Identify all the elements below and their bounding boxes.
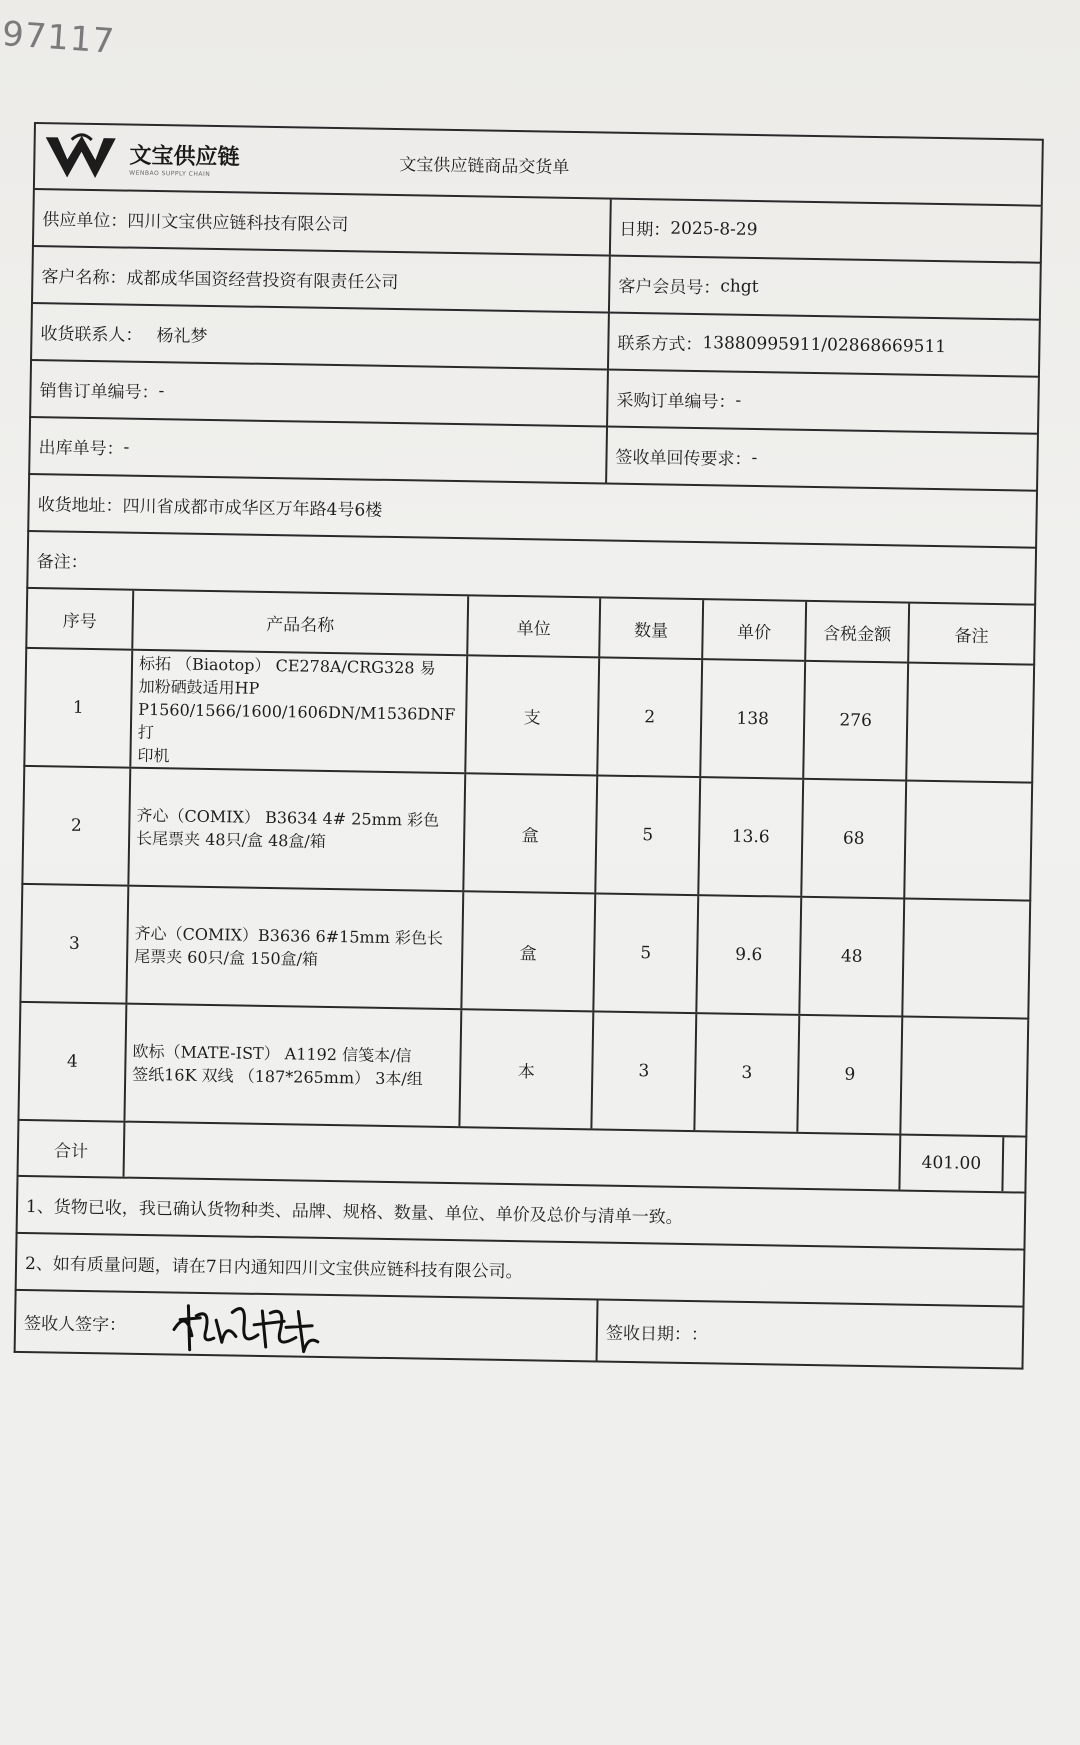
outbound-field xyxy=(30,418,606,483)
row-price: 9.6 xyxy=(695,896,800,1014)
sales-order-field xyxy=(31,361,607,426)
row-unit: 盒 xyxy=(462,774,596,892)
sales-order-value: - xyxy=(158,380,165,401)
row-price: 138 xyxy=(699,660,804,778)
note-1: 1、货物已收，我已确认货物种类、品牌、规格、数量、单位、单价及总价与清单一致。 xyxy=(25,1197,683,1228)
row-amount: 9 xyxy=(796,1016,901,1134)
column-header-qty: 数量 xyxy=(598,598,702,658)
product-name xyxy=(123,1005,460,1127)
logo-subtext: WENBAO SUPPLY CHAIN xyxy=(129,169,211,178)
column-header-price: 单价 xyxy=(701,600,805,660)
row-price: 13.6 xyxy=(697,778,802,896)
product-name xyxy=(127,769,464,891)
column-header-no: 序号 xyxy=(62,611,97,632)
receipt-value: - xyxy=(751,447,758,468)
remark-label: 备注： xyxy=(36,552,88,573)
row-amount: 68 xyxy=(800,780,905,898)
product-name-line: 尾票夹 60只/盒 150盒/箱 xyxy=(134,946,319,969)
row-unit: 支 xyxy=(464,656,598,774)
row-remark xyxy=(901,900,1029,1018)
logo-icon xyxy=(41,129,120,184)
row-qty: 5 xyxy=(592,894,697,1012)
handwritten-signature xyxy=(166,1291,327,1360)
signer-field xyxy=(16,1291,597,1361)
column-header-name: 产品名称 xyxy=(131,591,467,655)
outbound-value: - xyxy=(123,437,130,458)
column-header-remark: 备注 xyxy=(907,604,1034,664)
sign-date-value: ： xyxy=(690,1324,709,1345)
row-no: 3 xyxy=(68,933,80,954)
total-remark xyxy=(1001,1137,1025,1191)
outbound-label: 出库单号： xyxy=(38,438,124,460)
product-name-line: 齐心（COMIX） B3634 4# 25mm 彩色 xyxy=(136,805,440,830)
product-name-line: 齐心（COMIX）B3636 6#15mm 彩色长 xyxy=(134,923,444,948)
sign-date-label: 签收日期： xyxy=(605,1323,692,1345)
column-header-amount: 含税金额 xyxy=(804,602,908,662)
sales-order-label: 销售订单编号： xyxy=(39,381,159,404)
address-value: 四川省成都市成华区万年路4号6楼 xyxy=(122,496,383,521)
date-label: 日期： xyxy=(619,219,671,241)
table-row xyxy=(23,649,1035,784)
product-name-line: 印机 xyxy=(137,745,170,765)
purchase-order-field xyxy=(606,371,1038,433)
date-value: 2025-8-29 xyxy=(670,218,758,240)
row-remark xyxy=(903,782,1031,900)
phone-label: 联系方式： xyxy=(617,333,703,356)
phone-value: 13880995911/02868669511 xyxy=(702,332,947,357)
customer-field xyxy=(33,247,609,312)
row-price: 3 xyxy=(693,1014,798,1132)
row-remark xyxy=(905,664,1033,782)
row-no: 1 xyxy=(72,697,84,718)
total-spacer xyxy=(123,1123,900,1190)
row-qty: 3 xyxy=(590,1012,695,1130)
row-qty: 2 xyxy=(596,658,701,776)
row-no: 2 xyxy=(70,815,82,836)
customer-label: 客户名称： xyxy=(41,267,127,289)
row-unit: 本 xyxy=(458,1010,592,1128)
column-header-unit: 单位 xyxy=(466,596,599,656)
member-label: 客户会员号： xyxy=(618,276,721,299)
handwritten-note: 97117 xyxy=(0,14,117,62)
customer-value: 成都成华国资经营投资有限责任公司 xyxy=(126,268,399,294)
member-field xyxy=(608,257,1040,319)
member-value: chgt xyxy=(720,275,759,297)
total-amount: 401.00 xyxy=(898,1135,1002,1191)
phone-field xyxy=(607,314,1039,376)
table-row xyxy=(17,1003,1029,1138)
product-name xyxy=(129,651,466,773)
row-no: 4 xyxy=(66,1051,78,1072)
contact-label: 收货联系人： xyxy=(40,324,143,346)
purchase-order-value: - xyxy=(735,390,742,411)
purchase-order-label: 采购订单编号： xyxy=(616,390,736,413)
table-row xyxy=(21,767,1033,902)
row-amount: 276 xyxy=(802,662,907,780)
delivery-note xyxy=(14,122,1044,1370)
product-name-line: 长尾票夹 48只/盒 48盒/箱 xyxy=(135,828,326,851)
signer-label: 签收人签字： xyxy=(23,1313,127,1336)
row-amount: 48 xyxy=(798,898,903,1016)
sign-date-field xyxy=(596,1300,1023,1367)
address-label: 收货地址： xyxy=(37,495,123,517)
logo-text: 文宝供应链 xyxy=(129,143,240,171)
row-remark xyxy=(899,1018,1027,1136)
supplier-field xyxy=(34,190,610,255)
supplier-value: 四川文宝供应链科技有限公司 xyxy=(127,211,349,236)
product-name-line: 欧标（MATE-IST） A1192 信笺本/信 xyxy=(132,1041,412,1066)
row-qty: 5 xyxy=(594,776,699,894)
contact-field xyxy=(32,304,608,369)
total-label: 合计 xyxy=(53,1140,89,1162)
note-2: 2、如有质量问题，请在7日内通知四川文宝供应链科技有限公司。 xyxy=(24,1254,523,1283)
receipt-field xyxy=(605,428,1037,490)
document-title: 文宝供应链商品交货单 xyxy=(399,154,570,178)
product-name-line: 签纸16K 双线 （187*265mm） 3本/组 xyxy=(132,1064,423,1089)
product-name-line: P1560/1566/1600/1606DN/M1536DNF打 xyxy=(137,699,456,742)
product-name-line: 标拓 （Biaotop） CE278A/CRG328 易 xyxy=(138,653,436,678)
contact-value: 杨礼梦 xyxy=(156,326,208,347)
company-logo xyxy=(35,124,336,193)
receipt-label: 签收单回传要求： xyxy=(615,447,752,470)
product-name xyxy=(125,887,462,1009)
product-name-line: 加粉硒鼓适用HP xyxy=(138,676,260,698)
supplier-label: 供应单位： xyxy=(42,210,128,232)
date-field xyxy=(609,200,1041,262)
row-unit: 盒 xyxy=(460,892,594,1010)
table-row xyxy=(19,885,1031,1020)
